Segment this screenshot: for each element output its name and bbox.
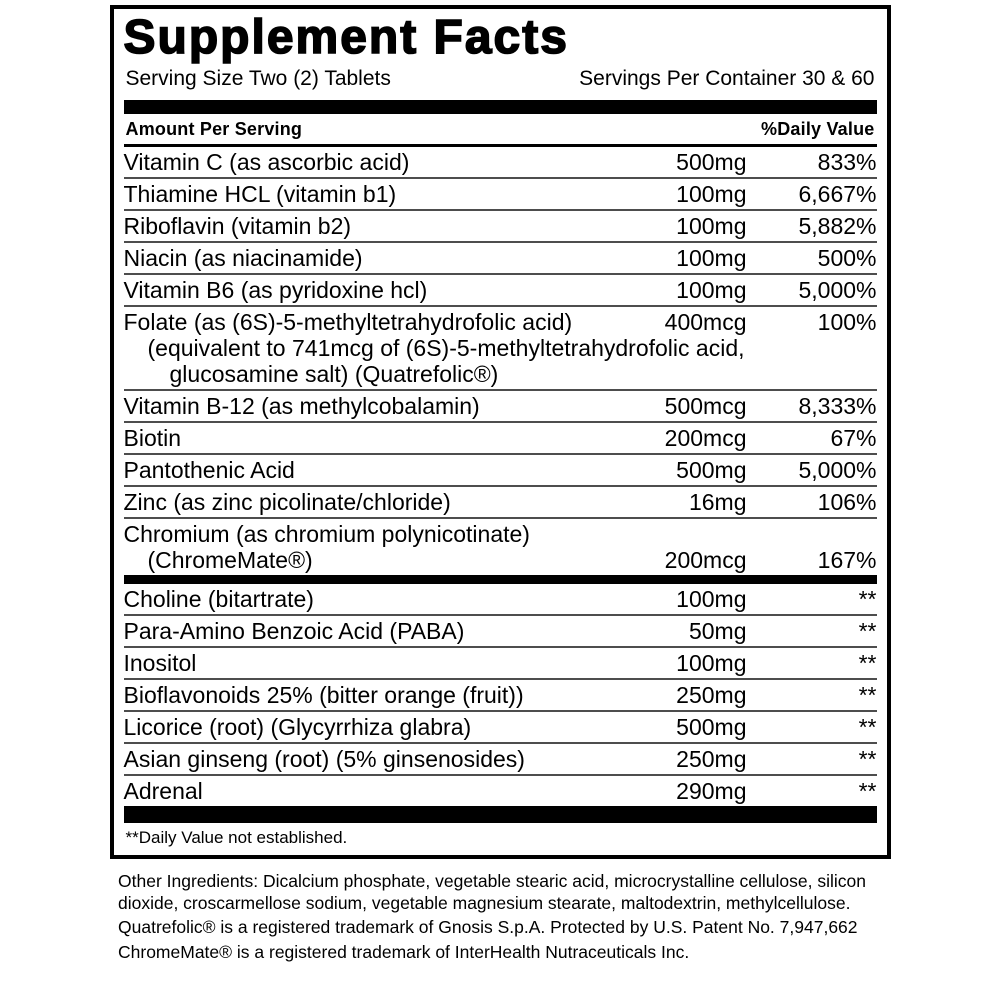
nutrient-name: Inositol bbox=[123, 649, 197, 676]
nutrient-daily-value: 67% bbox=[830, 424, 877, 451]
nutrient-row-line bbox=[124, 245, 877, 271]
nutrient-name: Licorice (root) (Glycyrrhiza glabra) bbox=[123, 713, 472, 740]
nutrient-row bbox=[124, 712, 877, 744]
nutrient-daily-value: 500% bbox=[817, 244, 877, 271]
nutrient-amount: 500mg bbox=[676, 148, 747, 175]
nutrient-daily-value: 5,882% bbox=[798, 212, 877, 239]
nutrient-amount: 500mg bbox=[676, 456, 747, 483]
nutrient-daily-value: ** bbox=[858, 745, 877, 772]
nutrient-amount: 200mcg bbox=[664, 424, 747, 451]
nutrient-amount: 250mg bbox=[676, 745, 747, 772]
nutrient-daily-value: 5,000% bbox=[798, 276, 877, 303]
nutrient-row-line bbox=[124, 618, 877, 644]
nutrient-daily-value: ** bbox=[858, 681, 877, 708]
nutrient-amount: 100mg bbox=[676, 649, 747, 676]
nutrient-name: Biotin bbox=[123, 424, 182, 451]
nutrient-daily-value: 6,667% bbox=[798, 180, 877, 207]
nutrient-amount: 100mg bbox=[676, 180, 747, 207]
nutrient-daily-value: ** bbox=[858, 777, 877, 804]
amount-per-serving-header: Amount Per Serving bbox=[125, 118, 303, 139]
serving-size-text: Serving Size Two (2) Tablets bbox=[125, 66, 391, 90]
chromemate-trademark-text: ChromeMate® is a registered trademark of InterHealth Nutraceuticals Inc. bbox=[118, 941, 690, 962]
nutrient-daily-value: 8,333% bbox=[798, 392, 877, 419]
nutrient-name: (equivalent to 741mcg of (6S)-5-methyltetrahydrofolic acid, bbox=[147, 334, 745, 361]
nutrient-row bbox=[124, 391, 877, 423]
divider-bar-middle bbox=[124, 575, 877, 584]
serving-info-row bbox=[126, 67, 875, 91]
nutrient-amount: 500mcg bbox=[664, 392, 747, 419]
nutrient-daily-value: 5,000% bbox=[798, 456, 877, 483]
nutrient-row-line bbox=[124, 335, 877, 361]
fine-print-footer bbox=[114, 870, 886, 963]
nutrient-name: Choline (bitartrate) bbox=[123, 585, 314, 612]
nutrient-row bbox=[124, 307, 877, 391]
nutrient-row bbox=[124, 776, 877, 806]
panel-title: Supplement Facts bbox=[123, 11, 569, 64]
nutrient-row bbox=[124, 648, 877, 680]
nutrient-row-line bbox=[124, 361, 877, 387]
nutrient-row-line bbox=[124, 277, 877, 303]
nutrient-row-line bbox=[124, 586, 877, 612]
nutrient-row-line bbox=[124, 521, 877, 547]
nutrient-name: Vitamin C (as ascorbic acid) bbox=[123, 148, 410, 175]
nutrient-amount: 200mcg bbox=[664, 546, 747, 573]
nutrient-row-line bbox=[124, 778, 877, 804]
nutrient-row-line bbox=[124, 425, 877, 451]
nutrient-amount: 400mcg bbox=[664, 308, 747, 335]
nutrient-name: Asian ginseng (root) (5% ginsenosides) bbox=[123, 745, 525, 772]
nutrient-name: Pantothenic Acid bbox=[123, 456, 295, 483]
daily-value-header: %Daily Value bbox=[761, 118, 875, 139]
nutrient-row bbox=[124, 744, 877, 776]
nutrient-name: Adrenal bbox=[123, 777, 203, 804]
nutrient-name: glucosamine salt) (Quatrefolic®) bbox=[169, 360, 499, 387]
nutrient-row-line bbox=[124, 149, 877, 175]
nutrient-name: Zinc (as zinc picolinate/chloride) bbox=[123, 488, 451, 515]
nutrient-daily-value: ** bbox=[858, 713, 877, 740]
quatrefolic-trademark-text: Quatrefolic® is a registered trademark of Gnosis S.p.A. Protected by U.S. Patent No. 7,947,662 bbox=[118, 917, 858, 938]
servings-per-container-text: Servings Per Container 30 & 60 bbox=[579, 66, 875, 90]
nutrient-amount: 500mg bbox=[676, 713, 747, 740]
nutrient-row-line bbox=[124, 309, 877, 335]
divider-bar-top bbox=[124, 100, 877, 114]
nutrient-name: Riboflavin (vitamin b2) bbox=[123, 212, 352, 239]
nutrient-row bbox=[124, 211, 877, 243]
nutrient-amount: 100mg bbox=[676, 276, 747, 303]
nutrient-name: Thiamine HCL (vitamin b1) bbox=[123, 180, 397, 207]
nutrient-row bbox=[124, 680, 877, 712]
nutrient-name: Para-Amino Benzoic Acid (PABA) bbox=[123, 617, 465, 644]
nutrient-daily-value: ** bbox=[858, 649, 877, 676]
nutrient-amount: 50mg bbox=[688, 617, 747, 644]
nutrient-daily-value: 106% bbox=[817, 488, 877, 515]
nutrient-name: Vitamin B6 (as pyridoxine hcl) bbox=[123, 276, 428, 303]
nutrient-name: (ChromeMate®) bbox=[147, 546, 313, 573]
nutrient-amount: 250mg bbox=[676, 681, 747, 708]
nutrient-daily-value: 100% bbox=[817, 308, 877, 335]
nutrient-daily-value: ** bbox=[858, 617, 877, 644]
nutrient-row-line bbox=[124, 714, 877, 740]
nutrient-name: Niacin (as niacinamide) bbox=[123, 244, 363, 271]
column-header-row bbox=[124, 114, 877, 147]
nutrient-name: Chromium (as chromium polynicotinate) bbox=[123, 520, 530, 547]
nutrient-name: Folate (as (6S)-5-methyltetrahydrofolic acid) bbox=[123, 308, 573, 335]
other-nutrients-section bbox=[124, 584, 877, 806]
nutrient-row-line bbox=[124, 650, 877, 676]
vitamins-section bbox=[124, 147, 877, 575]
nutrient-row-line bbox=[124, 489, 877, 515]
other-ingredients-text: Other Ingredients: Dicalcium phosphate, vegetable stearic acid, microcrystalline cellulose, silicon dioxide, croscarmellose sodium, vegetable magnesium stearate, maltodextrin, methylcellulose. bbox=[118, 870, 866, 914]
divider-bar-bottom bbox=[124, 806, 877, 823]
nutrient-row-line bbox=[124, 393, 877, 419]
nutrient-row-line bbox=[124, 547, 877, 573]
nutrient-daily-value: ** bbox=[858, 585, 877, 612]
nutrient-row bbox=[124, 147, 877, 179]
nutrient-amount: 100mg bbox=[676, 585, 747, 612]
nutrient-amount: 290mg bbox=[676, 777, 747, 804]
daily-value-footnote: **Daily Value not established. bbox=[125, 827, 348, 847]
nutrient-row bbox=[124, 616, 877, 648]
nutrient-amount: 100mg bbox=[676, 212, 747, 239]
nutrient-row-line bbox=[124, 682, 877, 708]
nutrient-row bbox=[124, 243, 877, 275]
nutrient-row bbox=[124, 487, 877, 519]
nutrient-daily-value: 833% bbox=[817, 148, 877, 175]
nutrient-amount: 100mg bbox=[676, 244, 747, 271]
nutrient-row-line bbox=[124, 181, 877, 207]
nutrient-amount: 16mg bbox=[688, 488, 747, 515]
nutrient-daily-value: 167% bbox=[817, 546, 877, 573]
nutrient-row-line bbox=[124, 457, 877, 483]
supplement-facts-panel bbox=[110, 5, 891, 859]
nutrient-name: Bioflavonoids 25% (bitter orange (fruit)) bbox=[123, 681, 524, 708]
nutrient-row bbox=[124, 275, 877, 307]
nutrient-row bbox=[124, 179, 877, 211]
nutrient-row bbox=[124, 519, 877, 575]
nutrient-row-line bbox=[124, 746, 877, 772]
nutrient-row bbox=[124, 455, 877, 487]
nutrient-row-line bbox=[124, 213, 877, 239]
nutrient-name: Vitamin B-12 (as methylcobalamin) bbox=[123, 392, 480, 419]
nutrient-row bbox=[124, 423, 877, 455]
nutrient-row bbox=[124, 584, 877, 616]
